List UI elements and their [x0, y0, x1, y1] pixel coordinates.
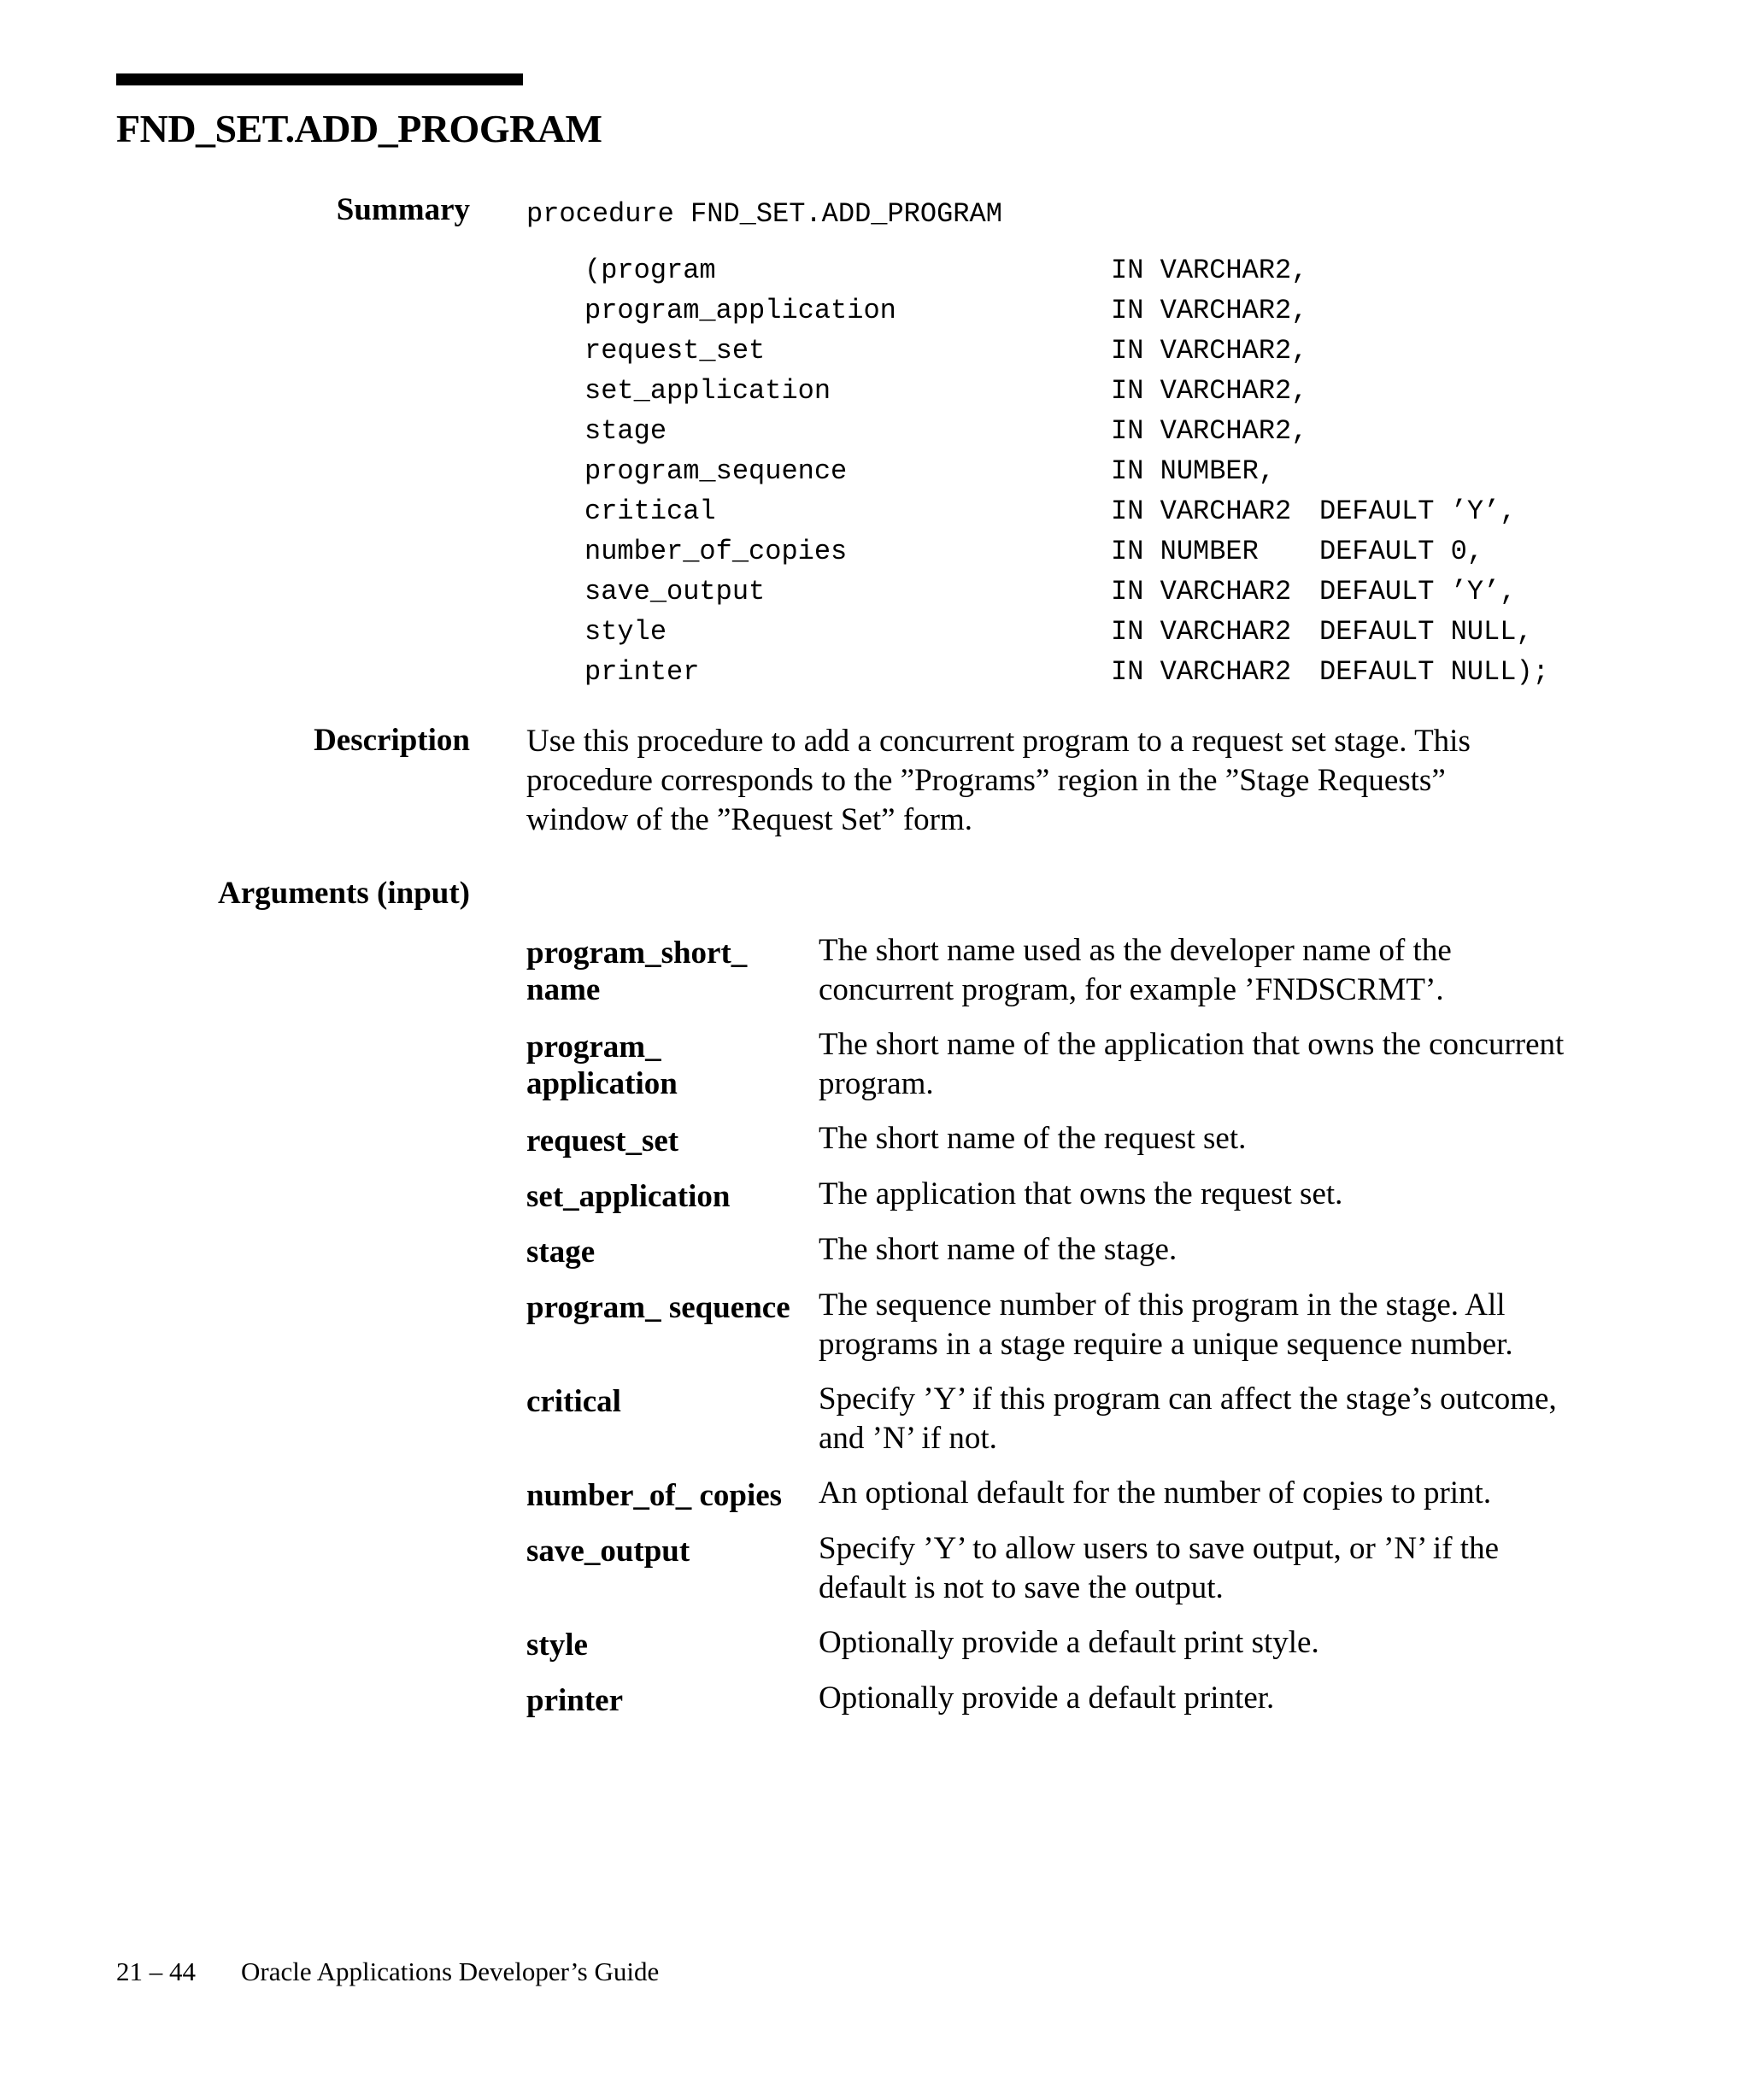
argument-name: save_output	[526, 1534, 690, 1569]
param-mode: IN VARCHAR2,	[1111, 335, 1308, 367]
argument-description: Specify ’Y’ if this program can affect the stage’s outcome, and ’N’ if not.	[819, 1381, 1557, 1456]
param-name: program_application	[584, 295, 896, 326]
argument-description: The application that owns the request set.	[819, 1176, 1343, 1211]
argument-description: The short name of the application that owns the concurrent program.	[819, 1027, 1565, 1101]
argument-row	[526, 1682, 1577, 1719]
argument-name: style	[526, 1628, 588, 1663]
procedure-signature: procedure FND_SET.ADD_PROGRAM	[526, 198, 1002, 230]
argument-row	[526, 1029, 1577, 1104]
param-name: save_output	[584, 576, 766, 607]
argument-description: The short name of the stage.	[819, 1232, 1177, 1267]
param-mode: IN VARCHAR2	[1111, 576, 1292, 607]
param-row	[584, 572, 1576, 612]
argument-name: critical	[526, 1384, 621, 1419]
parameter-list	[584, 250, 1576, 692]
argument-name: printer	[526, 1683, 624, 1718]
param-mode: IN VARCHAR2	[1111, 616, 1292, 648]
param-name: request_set	[584, 335, 766, 367]
param-mode: IN NUMBER,	[1111, 455, 1276, 487]
param-default: DEFAULT NULL,	[1319, 616, 1533, 648]
param-default: DEFAULT ’Y’,	[1319, 576, 1517, 607]
param-mode: IN NUMBER	[1111, 536, 1259, 567]
param-name: critical	[584, 496, 716, 527]
argument-row	[526, 1234, 1577, 1270]
param-row	[584, 612, 1576, 652]
description-text: Use this procedure to add a concurrent program to a request set stage. This procedure corresponds to the ”Programs” region in the ”Stage Requests” window of the ”Request Set” form.	[526, 724, 1471, 837]
argument-name: stage	[526, 1235, 596, 1270]
arguments-list	[526, 935, 1577, 1738]
param-name: set_application	[584, 375, 831, 407]
argument-row	[526, 1477, 1577, 1514]
argument-description: An optional default for the number of copies to print.	[819, 1475, 1492, 1510]
param-default: DEFAULT ’Y’,	[1319, 496, 1517, 527]
argument-row	[526, 1533, 1577, 1608]
argument-name: set_application	[526, 1179, 731, 1214]
argument-description: The sequence number of this program in the stage. All programs in a stage require a unique sequence number.	[819, 1288, 1513, 1362]
argument-description: Optionally provide a default printer.	[819, 1681, 1275, 1716]
param-row	[584, 491, 1576, 531]
param-default: DEFAULT NULL);	[1319, 656, 1549, 688]
argument-description: The short name used as the developer name of the concurrent program, for example ’FNDSCRMT’.	[819, 933, 1452, 1007]
param-row	[584, 250, 1576, 290]
param-row	[584, 652, 1576, 692]
argument-row	[526, 1289, 1577, 1364]
description-label: Description	[314, 723, 470, 758]
page-number: 21 – 44	[116, 1956, 196, 1986]
argument-row	[526, 1383, 1577, 1458]
summary-label: Summary	[336, 192, 470, 227]
param-name: program_sequence	[584, 455, 848, 487]
param-name: printer	[584, 656, 700, 688]
argument-description: Specify ’Y’ to allow users to save output, or ’N’ if the default is not to save the output.	[819, 1531, 1499, 1605]
argument-name: program_short_ name	[526, 936, 748, 1007]
param-default: DEFAULT 0,	[1319, 536, 1484, 567]
param-row	[584, 411, 1576, 451]
param-name: style	[584, 616, 667, 648]
param-row	[584, 531, 1576, 572]
param-mode: IN VARCHAR2,	[1111, 375, 1308, 407]
page-footer	[116, 1956, 659, 1987]
param-name: stage	[584, 415, 667, 447]
book-title: Oracle Applications Developer’s Guide	[241, 1956, 660, 1986]
argument-row	[526, 935, 1577, 1010]
page-title: FND_SET.ADD_PROGRAM	[116, 107, 602, 150]
param-mode: IN VARCHAR2,	[1111, 255, 1308, 286]
param-name: (program	[584, 255, 716, 286]
param-mode: IN VARCHAR2,	[1111, 415, 1308, 447]
param-mode: IN VARCHAR2	[1111, 496, 1292, 527]
argument-name: program_ sequence	[526, 1290, 790, 1325]
title-rule	[116, 73, 523, 85]
argument-row	[526, 1627, 1577, 1663]
param-row	[584, 371, 1576, 411]
param-row	[584, 451, 1576, 491]
argument-row	[526, 1178, 1577, 1215]
param-mode: IN VARCHAR2,	[1111, 295, 1308, 326]
arguments-label: Arguments (input)	[218, 876, 470, 911]
param-row	[584, 290, 1576, 331]
param-row	[584, 331, 1576, 371]
param-mode: IN VARCHAR2	[1111, 656, 1292, 688]
argument-name: number_of_ copies	[526, 1478, 783, 1513]
argument-name: program_ application	[526, 1029, 678, 1101]
argument-row	[526, 1123, 1577, 1159]
argument-name: request_set	[526, 1123, 679, 1159]
param-name: number_of_copies	[584, 536, 848, 567]
argument-description: Optionally provide a default print style.	[819, 1625, 1319, 1660]
argument-description: The short name of the request set.	[819, 1121, 1247, 1156]
